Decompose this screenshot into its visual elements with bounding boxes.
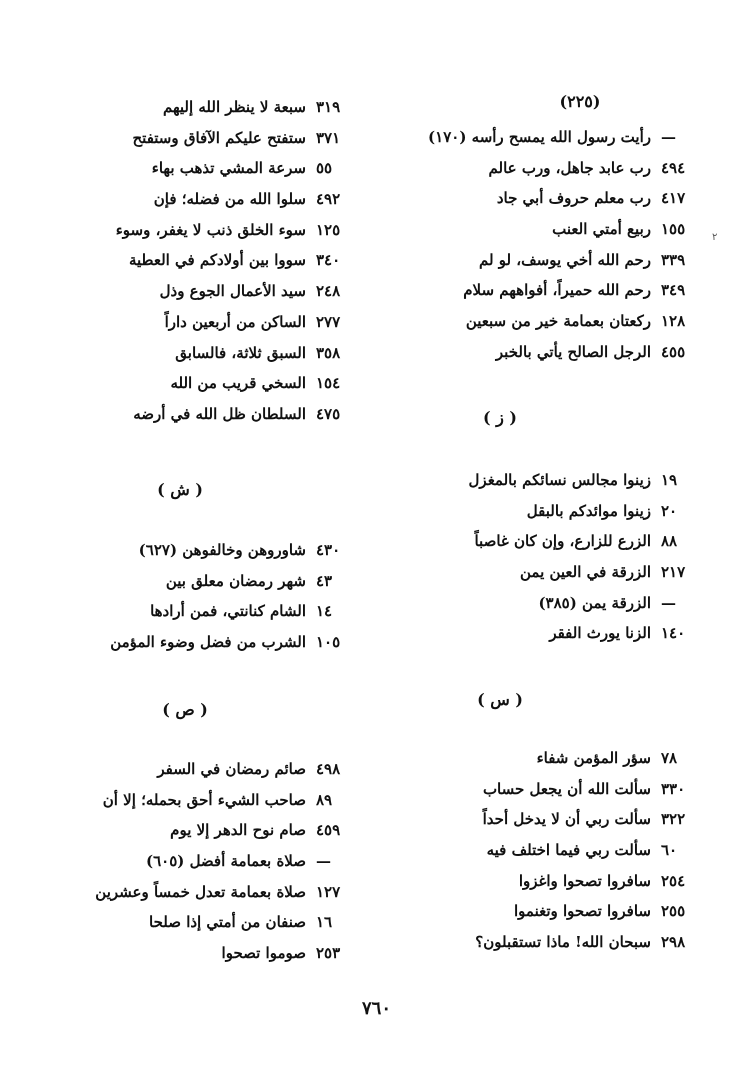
entry-text: صام نوح الدهر إلا يوم xyxy=(170,821,306,840)
entry-text: شهر رمضان معلق بين xyxy=(165,571,306,590)
index-entry xyxy=(18,815,348,846)
entry-text: ركعتان بعمامة خير من سبعين xyxy=(465,312,651,331)
sin-continued-entries xyxy=(18,92,348,430)
entry-text: الزرقة يمن (٣٨٥) xyxy=(538,593,651,612)
index-entry xyxy=(18,535,348,566)
entry-number: ٨٨ xyxy=(661,532,678,551)
entry-text: سافروا تصحوا وتغنموا xyxy=(514,902,651,921)
index-entry xyxy=(18,877,348,908)
entry-text: رحم الله حميراً، أفواههم سلام xyxy=(463,281,651,300)
entry-number: ١٢٧ xyxy=(316,882,341,901)
entry-number: ٢٧٧ xyxy=(316,312,341,331)
entry-number: ٣٥٨ xyxy=(316,343,341,362)
index-entry xyxy=(363,557,693,588)
entry-number: ٢٤٨ xyxy=(316,282,341,301)
entry-number: ٤١٧ xyxy=(661,189,686,208)
index-entry xyxy=(18,368,348,399)
entry-number: ٤٣٠ xyxy=(316,541,341,559)
entry-text: صنفان من أمتي إذا صلحا xyxy=(149,913,306,932)
index-entry xyxy=(363,275,693,306)
index-entry xyxy=(363,245,693,276)
entry-number: ٣٣٩ xyxy=(661,250,686,269)
entry-number: ١٢٨ xyxy=(661,312,686,331)
index-entry xyxy=(18,785,348,816)
index-entry xyxy=(18,846,348,877)
entry-number: ٢٥٤ xyxy=(661,871,686,890)
entry-text: رب عابد جاهل، ورب عالم xyxy=(488,158,651,177)
entry-number: ١٩ xyxy=(661,471,678,489)
entry-text: ستفتح عليكم الآفاق وستفتح xyxy=(132,128,306,147)
entry-text: سلوا الله من فضله؛ فإن xyxy=(153,190,306,209)
shin-entries xyxy=(18,535,348,658)
entry-text: رحم الله أخي يوسف، لو لم xyxy=(478,250,651,269)
index-entry xyxy=(363,774,693,805)
index-entry xyxy=(363,927,693,958)
index-entry xyxy=(18,276,348,307)
section-heading-sad: ( ص ) xyxy=(162,700,208,719)
entry-text: سوء الخلق ذنب لا يغفر، وسوء xyxy=(115,220,306,239)
section-header-continued: (٢٢٥) xyxy=(559,92,601,111)
index-entry xyxy=(18,92,348,123)
entry-number: ٣٢٢ xyxy=(661,810,686,829)
entry-number: ٢٩٨ xyxy=(661,933,686,952)
index-entry xyxy=(18,566,348,597)
entry-text: الشام كنانتي، فمن أرادها xyxy=(150,602,306,621)
entry-text: صاحب الشيء أحق بحمله؛ إلا أن xyxy=(102,790,306,809)
index-entry xyxy=(363,183,693,214)
index-entry xyxy=(18,215,348,246)
index-entry xyxy=(18,245,348,276)
entry-text: سؤر المؤمن شفاء xyxy=(536,749,651,767)
entry-number: ٥٥ xyxy=(316,159,333,178)
entry-text: ربيع أمتي العنب xyxy=(552,220,651,239)
index-entry xyxy=(363,526,693,557)
entry-text: سرعة المشي تذهب بهاء xyxy=(151,159,306,178)
entry-number: ١٦ xyxy=(316,913,333,932)
entry-text: الرجل الصالح يأتي بالخبر xyxy=(495,342,651,361)
index-entry xyxy=(363,122,693,153)
entry-text: الزرع للزارع، وإن كان غاصباً xyxy=(474,532,651,551)
index-entry xyxy=(363,743,693,774)
entry-text: صوموا تصحوا xyxy=(221,944,306,963)
entry-text: سألت ربي فيما اختلف فيه xyxy=(486,841,651,860)
entry-number: ٤٩٤ xyxy=(661,158,686,177)
entry-text: زينوا موائدكم بالبقل xyxy=(526,501,651,520)
entry-text: زينوا مجالس نسائكم بالمغزل xyxy=(468,471,651,489)
index-entry xyxy=(18,184,348,215)
index-entry xyxy=(363,866,693,897)
entry-text: شاوروهن وخالفوهن (٦٢٧) xyxy=(138,541,306,559)
entry-text: رأيت رسول الله يمسح رأسه (١٧٠) xyxy=(428,128,651,146)
entry-number: — xyxy=(661,128,676,146)
entry-number: ٢٠ xyxy=(661,501,678,520)
entry-number: ١٥٤ xyxy=(316,374,341,393)
left-column xyxy=(18,0,348,1000)
entry-number: ٣١٩ xyxy=(316,98,341,116)
index-entry xyxy=(18,754,348,785)
entry-text: الساكن من أربعين داراً xyxy=(164,312,306,331)
index-entry xyxy=(363,588,693,619)
index-entry xyxy=(18,123,348,154)
entry-text: صائم رمضان في السفر xyxy=(157,760,306,778)
entry-number: ١٢٥ xyxy=(316,220,341,239)
entry-number: ٣٤٠ xyxy=(316,251,341,270)
entry-number: ٢٥٣ xyxy=(316,944,341,963)
page-number: ٧٦٠ xyxy=(361,998,391,1019)
entry-text: سألت ربي أن لا يدخل أحداً xyxy=(482,810,651,829)
entry-number: ١٤٠ xyxy=(661,624,686,643)
entry-number: ٦٠ xyxy=(661,841,678,860)
entry-number: ٢٥٥ xyxy=(661,902,686,921)
entry-text: الزنا يورث الفقر xyxy=(549,624,651,643)
index-entry xyxy=(18,596,348,627)
entry-text: سبحان الله! ماذا تستقبلون؟ xyxy=(475,933,651,952)
entry-text: السخي قريب من الله xyxy=(170,374,306,393)
index-entry xyxy=(363,465,693,496)
index-entry xyxy=(363,804,693,835)
entry-text: صلاة بعمامة تعدل خمساً وعشرين xyxy=(95,882,306,901)
entry-number: ٤٥٩ xyxy=(316,821,341,840)
right-column xyxy=(363,0,693,1000)
entry-text: سبعة لا ينظر الله إليهم xyxy=(162,98,306,116)
index-entry xyxy=(18,338,348,369)
index-entry xyxy=(18,907,348,938)
section-heading-zay: ( ز ) xyxy=(482,408,517,427)
index-entry xyxy=(18,153,348,184)
entry-text: رب معلم حروف أبي جاد xyxy=(496,189,651,208)
entry-number: ٢١٧ xyxy=(661,563,686,582)
section-heading-sin: ( س ) xyxy=(477,690,523,709)
index-entry xyxy=(363,896,693,927)
index-entry xyxy=(18,938,348,969)
entry-number: ٨٩ xyxy=(316,790,333,809)
entry-text: الشرب من فضل وضوء المؤمن xyxy=(110,633,306,652)
index-entry xyxy=(363,214,693,245)
entry-text: سووا بين أولادكم في العطية xyxy=(128,251,306,270)
entry-number: ٣٣٠ xyxy=(661,779,686,798)
index-entry xyxy=(18,399,348,430)
entry-number: — xyxy=(316,852,331,871)
entry-text: صلاة بعمامة أفضل (٦٠٥) xyxy=(145,852,306,871)
index-entry xyxy=(363,337,693,368)
entry-number: ٤٩٢ xyxy=(316,190,341,209)
entry-text: سيد الأعمال الجوع وذل xyxy=(159,282,306,301)
entry-number: ٧٨ xyxy=(661,749,678,767)
index-entry xyxy=(363,618,693,649)
entry-number: — xyxy=(661,593,676,612)
margin-mark: ٢ xyxy=(712,232,718,243)
zay-entries xyxy=(363,465,693,649)
sad-entries xyxy=(18,754,348,969)
entry-text: الزرقة في العين يمن xyxy=(520,563,651,582)
entry-number: ٤٣ xyxy=(316,571,333,590)
entry-number: ٤٩٨ xyxy=(316,760,341,778)
entry-text: سألت الله أن يجعل حساب xyxy=(482,779,651,798)
index-entry xyxy=(363,153,693,184)
ra-entries xyxy=(363,122,693,368)
entry-number: ٤٥٥ xyxy=(661,342,686,361)
entry-text: السبق ثلاثة، فالسابق xyxy=(175,343,306,362)
entry-number: ١٥٥ xyxy=(661,220,686,239)
entry-number: ١٠٥ xyxy=(316,633,341,652)
entry-number: ١٤ xyxy=(316,602,333,621)
entry-number: ٤٧٥ xyxy=(316,404,341,423)
index-entry xyxy=(363,835,693,866)
entry-text: سافروا تصحوا واغزوا xyxy=(518,871,651,890)
index-entry xyxy=(363,306,693,337)
index-entry xyxy=(363,496,693,527)
section-heading-shin: ( ش ) xyxy=(157,480,203,499)
entry-number: ٣٤٩ xyxy=(661,281,686,300)
index-entry xyxy=(18,627,348,658)
entry-number: ٣٧١ xyxy=(316,128,341,147)
index-entry xyxy=(18,307,348,338)
entry-text: السلطان ظل الله في أرضه xyxy=(133,404,306,423)
sin-entries xyxy=(363,743,693,958)
